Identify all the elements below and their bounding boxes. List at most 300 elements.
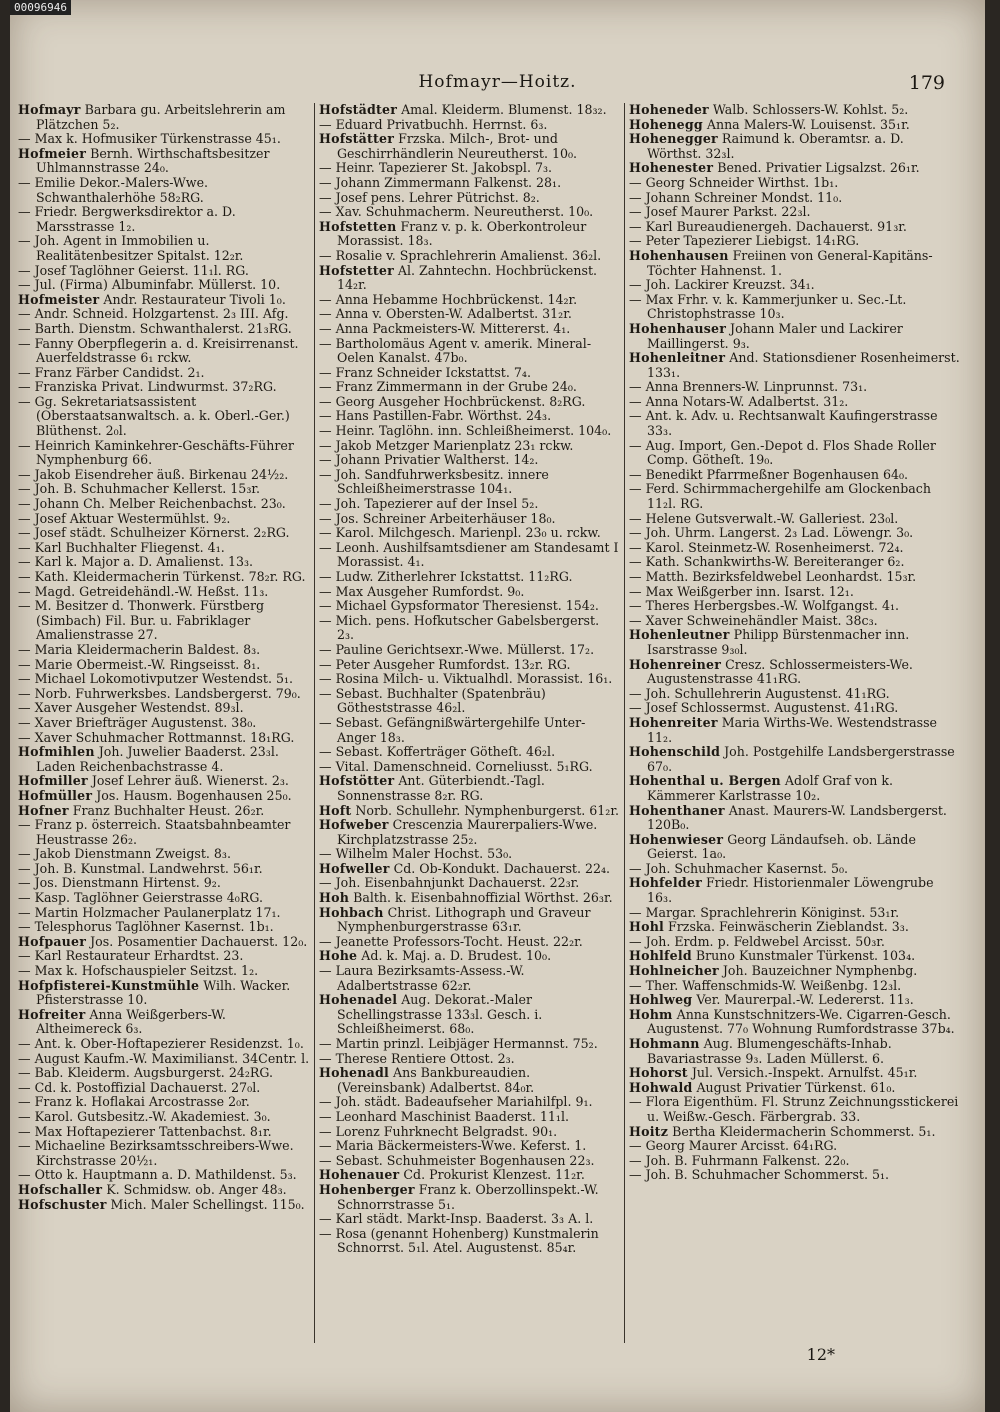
entry-details: — Kasp. Taglöhner Geierstrasse 4₀RG. xyxy=(18,890,263,906)
entry-details: Cresz. Schlossermeisters-We. Augustenstrasse 41₁RG. xyxy=(647,656,913,687)
entry-details: — Magd. Getreidehändl.-W. Heßst. 11₃. xyxy=(18,583,269,599)
entry-details: — Xaver Schuhmacher Rottmannst. 18₁RG. xyxy=(18,729,295,745)
directory-entry xyxy=(319,161,620,176)
directory-entry xyxy=(18,1168,310,1183)
entry-details: — Lorenz Fuhrknecht Belgradst. 90₁. xyxy=(319,1123,558,1139)
directory-entry xyxy=(18,541,310,556)
entry-details: — Ferd. Schirmmachergehilfe am Glockenbach 11₂l. RG. xyxy=(629,481,931,512)
directory-entry xyxy=(629,482,960,511)
entry-surname: Hoh xyxy=(319,890,350,906)
entry-surname: Hohfelder xyxy=(629,875,702,891)
directory-entry xyxy=(629,512,960,527)
directory-entry xyxy=(629,249,960,278)
directory-entry xyxy=(18,293,310,308)
entry-surname: Hofschuster xyxy=(18,1196,107,1212)
entry-details: Mich. Maler Schellingst. 115₀. xyxy=(106,1196,305,1212)
entry-details: — Joh. Schullehrerin Augustenst. 41₁RG. xyxy=(629,685,890,701)
entry-details: Ad. k. Maj. a. D. Brudest. 10₀. xyxy=(357,948,552,964)
directory-entry xyxy=(629,176,960,191)
directory-entry xyxy=(18,964,310,979)
directory-entry xyxy=(18,643,310,658)
directory-entry xyxy=(18,366,310,381)
entry-details: — Max Ausgeher Rumfordst. 9₀. xyxy=(319,583,525,599)
entry-surname: Hohenadl xyxy=(319,1065,389,1081)
page-number: 179 xyxy=(908,72,945,94)
entry-details: Franz Buchhalter Heust. 26₂r. xyxy=(68,802,265,818)
entry-details: Georg Ländaufseh. ob. Lände Geierst. 1a₀. xyxy=(647,831,916,862)
directory-entry xyxy=(319,774,620,803)
directory-entry xyxy=(319,1154,620,1169)
entry-details: Ver. Maurerpal.-W. Ledererst. 11₃. xyxy=(692,992,914,1008)
entry-details: Frzska. Milch-, Brot- und Geschirrhändlerin Neureutherst. 10₀. xyxy=(337,131,578,161)
directory-entry xyxy=(18,468,310,483)
entry-details: — Jakob Dienstmann Zweigst. 8₃. xyxy=(18,846,231,862)
entry-details: — Flora Eigenthüm. Fl. Strunz Zeichnungsstickerei u. Weißw.-Gesch. Färbergrab. 33. xyxy=(629,1094,959,1124)
entry-surname: Hohenberger xyxy=(319,1181,415,1197)
entry-details: Freiinen von General-Kapitäns-Töchter Hahnenst. 1. xyxy=(647,247,933,278)
entry-details: Franz k. Oberzollinspekt.-W. Schnorrstrasse 5₁. xyxy=(337,1181,599,1212)
entry-details: Crescenzia Maurerpaliers-Wwe. Kirchplatzstrasse 25₂. xyxy=(337,817,598,847)
entry-surname: Hohenester xyxy=(629,160,714,176)
directory-entry xyxy=(629,1168,960,1183)
entry-details: Bened. Privatier Ligsalzst. 26₁r. xyxy=(713,160,920,176)
entry-details: — Michael Lokomotivputzer Westendst. 5₁. xyxy=(18,671,294,687)
printer-signature: 12* xyxy=(806,1345,835,1364)
entry-details: — Johann Zimmermann Falkenst. 28₁. xyxy=(319,174,562,190)
directory-entry xyxy=(629,118,960,133)
entry-details: — Heinr. Taglöhn. inn. Schleißheimerst. 104₀. xyxy=(319,423,612,439)
entry-details: — Anna Notars-W. Adalbertst. 31₂. xyxy=(629,393,849,409)
directory-entry xyxy=(18,439,310,468)
entry-surname: Hoft xyxy=(319,802,352,818)
entry-details: — Rosina Milch- u. Viktualhdl. Morassist. 16₁. xyxy=(319,671,613,687)
directory-entry xyxy=(18,585,310,600)
directory-entry xyxy=(18,949,310,964)
entry-details: — Maria Kleidermacherin Baldest. 8₃. xyxy=(18,641,261,657)
directory-entry xyxy=(18,1198,310,1213)
entry-details: — Johann Privatier Waltherst. 14₂. xyxy=(319,452,539,468)
directory-entry xyxy=(629,205,960,220)
entry-details: — Jakob Eisendreher äuß. Birkenau 24½₂. xyxy=(18,466,289,482)
entry-details: — Franz k. Hoflakai Arcostrasse 2₀r. xyxy=(18,1094,250,1110)
entry-details: — Martin Holzmacher Paulanerplatz 17₁. xyxy=(18,904,281,920)
entry-surname: Hoitz xyxy=(629,1123,669,1139)
directory-entry xyxy=(18,1110,310,1125)
directory-entry xyxy=(319,585,620,600)
entry-details: — Anna Hebamme Hochbrückenst. 14₂r. xyxy=(319,291,578,307)
entry-details: — Jul. (Firma) Albuminfabr. Müllerst. 10. xyxy=(18,277,281,293)
entry-details: — Cd. k. Postoffizial Dachauerst. 27₀l. xyxy=(18,1079,261,1095)
entry-details: — Joh. Sandfuhrwerksbesitz. innere Schleißheimerstrasse 104₁. xyxy=(319,466,549,497)
entry-details: — Marie Obermeist.-W. Ringseisst. 8₁. xyxy=(18,656,261,672)
entry-surname: Hofweller xyxy=(319,860,390,876)
directory-entry xyxy=(18,862,310,877)
directory-entry xyxy=(629,1154,960,1169)
scan-id: 00096946 xyxy=(10,0,71,15)
entry-details: — Michael Gypsformator Theresienst. 154₂. xyxy=(319,598,599,614)
directory-entry xyxy=(18,1052,310,1067)
entry-surname: Hohenegg xyxy=(629,116,703,132)
directory-entry xyxy=(629,906,960,921)
directory-entry xyxy=(319,1125,620,1140)
entry-details: — Norb. Fuhrwerksbes. Landsbergerst. 79₀. xyxy=(18,685,301,701)
directory-entry xyxy=(629,161,960,176)
entry-details: — Jos. Schreiner Arbeiterhäuser 18₀. xyxy=(319,510,556,526)
entry-details: Jos. Hausm. Bogenhausen 25₀. xyxy=(92,787,292,803)
entry-details: Ans Bankbureaudien. (Vereinsbank) Adalbertst. 84₀r. xyxy=(337,1065,535,1095)
directory-entry xyxy=(629,1081,960,1096)
entry-details: — Joh. Tapezierer auf der Insel 5₂. xyxy=(319,496,539,512)
entry-details: Ant. Güterbiendt.-Tagl. Sonnenstrasse 8₂r. RG. xyxy=(337,773,545,803)
entry-details: Josef Lehrer äuß. Wienerst. 2₃. xyxy=(87,773,289,789)
entry-details: — Franz p. österreich. Staatsbahnbeamter Heustrasse 26₂. xyxy=(18,817,291,847)
directory-entry xyxy=(629,979,960,994)
entry-details: Jos. Posamentier Dachauerst. 12₀. xyxy=(86,933,308,949)
entry-details: — Joh. B. Schuhmacher Kellerst. 15₃r. xyxy=(18,481,261,497)
directory-entry xyxy=(319,1183,620,1212)
directory-entry xyxy=(18,906,310,921)
directory-entry xyxy=(629,1037,960,1066)
entry-details: — Josef Aktuar Westermühlst. 9₂. xyxy=(18,510,231,526)
directory-entry xyxy=(629,1139,960,1154)
directory-entry xyxy=(18,935,310,950)
entry-details: — Joh. Erdm. p. Feldwebel Arcisst. 50₃r. xyxy=(629,933,885,949)
directory-entry xyxy=(319,1227,620,1256)
directory-entry xyxy=(18,1183,310,1198)
directory-entry xyxy=(629,745,960,774)
directory-entry xyxy=(629,322,960,351)
entry-details: — Karl Restaurateur Erhardtst. 23. xyxy=(18,948,244,964)
entry-details: — Ludw. Zitherlehrer Ickstattst. 11₂RG. xyxy=(319,569,573,584)
entry-details: Barbara gu. Arbeitslehrerin am Plätzchen 5₂. xyxy=(36,103,286,132)
entry-details: — Heinrich Kaminkehrer-Geschäfts-Führer Nymphenburg 66. xyxy=(18,437,294,468)
running-head: Hofmayr—Hoitz. xyxy=(418,72,577,92)
entry-details: — Wilhelm Maler Hochst. 53₀. xyxy=(319,846,513,862)
entry-surname: Hofstötter xyxy=(319,773,395,789)
entry-details: Andr. Restaurateur Tivoli 1₀. xyxy=(99,291,286,307)
entry-details: — Johann Ch. Melber Reichenbachst. 23₀. xyxy=(18,496,286,512)
directory-entry xyxy=(18,1037,310,1052)
entry-details: Anna Weißgerbers-W. Altheimereck 6₃. xyxy=(36,1006,226,1037)
entry-details: Frzska. Feinwäscherin Zieblandst. 3₃. xyxy=(664,919,909,935)
directory-entry xyxy=(629,935,960,950)
entry-details: Johann Maler und Lackirer Maillingerst. 9₃. xyxy=(647,320,903,351)
directory-entry xyxy=(319,643,620,658)
entry-surname: Hohlweg xyxy=(629,992,693,1008)
entry-details: — Xaver Schweinehändler Maist. 38c₃. xyxy=(629,612,878,628)
directory-entry xyxy=(319,1139,620,1154)
directory-entry xyxy=(629,658,960,687)
directory-entry xyxy=(18,497,310,512)
entry-details: Aug. Blumengeschäfts-Inhab. Bavariastrasse 9₃. Laden Müllerst. 6. xyxy=(647,1036,892,1066)
directory-entry xyxy=(18,804,310,819)
entry-details: — Ant. k. Ober-Hoftapezierer Residenzst. 1₀. xyxy=(18,1036,304,1051)
directory-entry xyxy=(629,964,960,979)
entry-details: Al. Zahntechn. Hochbrückenst. 14₂r. xyxy=(337,262,598,293)
directory-entry xyxy=(629,439,960,468)
directory-entry xyxy=(629,234,960,249)
directory-entry xyxy=(629,716,960,745)
column-1 xyxy=(14,103,314,1343)
entry-surname: Hohenleutner xyxy=(629,627,730,643)
directory-entry xyxy=(629,293,960,322)
directory-entry xyxy=(629,1095,960,1124)
directory-entry xyxy=(319,249,620,264)
entry-details: Jul. Versich.-Inspekt. Arnulfst. 45₁r. xyxy=(687,1065,918,1081)
entry-details: — Joh. Uhrm. Langerst. 2₃ Lad. Löwengr. 3₀. xyxy=(629,525,914,541)
entry-details: Friedr. Historienmaler Löwengrube 16₃. xyxy=(647,875,934,906)
directory-entry xyxy=(319,1168,620,1183)
directory-entry xyxy=(319,366,620,381)
directory-entry xyxy=(18,132,310,147)
directory-entry xyxy=(629,278,960,293)
directory-entry xyxy=(18,774,310,789)
entry-details: Bertha Kleidermacherin Schommerst. 5₁. xyxy=(668,1123,936,1139)
entry-details: — Martin prinzl. Leibjäger Hermannst. 75₂. xyxy=(319,1036,598,1051)
entry-details: — Friedr. Bergwerksdirektor a. D. Marsstrasse 1₂. xyxy=(18,204,236,234)
directory-entry xyxy=(319,993,620,1037)
entry-surname: Hoheneder xyxy=(629,103,709,117)
entry-details: Joh. Bauzeichner Nymphenbg. xyxy=(718,963,918,979)
entry-details: — Max Hoftapezierer Tattenbachst. 8₁r. xyxy=(18,1123,272,1139)
entry-surname: Hohenadel xyxy=(319,992,398,1008)
entry-details: Anna Kunstschnitzers-We. Cigarren-Gesch. Augustenst. 77₀ Wohnung Rumfordstrasse 37b₄. xyxy=(647,1006,955,1037)
entry-details: Joh. Postgehilfe Landsbergerstrasse 67₀. xyxy=(647,744,955,774)
directory-entry xyxy=(629,614,960,629)
directory-entry xyxy=(18,701,310,716)
entry-details: — Hans Pastillen-Fabr. Wörthst. 24₃. xyxy=(319,408,552,424)
directory-entry xyxy=(629,585,960,600)
directory-entry xyxy=(629,774,960,803)
directory-entry xyxy=(629,526,960,541)
entry-surname: Hofpauer xyxy=(18,933,87,949)
entry-details: — Joh. Schuhmacher Kasernst. 5₀. xyxy=(629,860,849,876)
directory-entry xyxy=(319,497,620,512)
directory-entry xyxy=(18,979,310,1008)
entry-details: — Franz Färber Candidst. 2₁. xyxy=(18,364,205,380)
directory-entry xyxy=(18,1125,310,1140)
entry-details: — Josef Schlossermst. Augustenst. 41₁RG. xyxy=(629,700,899,716)
entry-details: Bruno Kunstmaler Türkenst. 103₄. xyxy=(691,948,916,964)
entry-details: Raimund k. Oberamtsr. a. D. Wörthst. 32₃l. xyxy=(647,131,904,161)
entry-surname: Hohl xyxy=(629,919,665,935)
directory-entry xyxy=(319,599,620,614)
entry-details: — Emilie Dekor.-Malers-Wwe. Schwanthalerhöhe 58₂RG. xyxy=(18,174,209,205)
entry-details: Balth. k. Eisenbahnoffizial Wörthst. 26₃r. xyxy=(349,890,613,906)
entry-details: — Georg Maurer Arcisst. 64₁RG. xyxy=(629,1138,838,1154)
entry-surname: Hohmann xyxy=(629,1036,700,1051)
entry-details: — Sebast. Schuhmeister Bogenhausen 22₃. xyxy=(319,1152,595,1168)
directory-entry xyxy=(18,103,310,132)
entry-details: Aug. Dekorat.-Maler Schellingstrasse 133₃l. Gesch. i. Schleißheimerst. 68₀. xyxy=(337,992,543,1037)
entry-details: — Joh. B. Fuhrmann Falkenst. 22₀. xyxy=(629,1152,850,1168)
directory-entry xyxy=(319,1052,620,1067)
entry-surname: Hohenreiter xyxy=(629,714,718,730)
entry-details: — Sebast. Kofferträger Götheſt. 46₂l. xyxy=(319,744,556,760)
directory-entry xyxy=(18,395,310,439)
directory-entry xyxy=(18,570,310,585)
entry-surname: Hohenhausen xyxy=(629,247,729,263)
directory-entry xyxy=(319,745,620,760)
directory-page xyxy=(10,0,985,1412)
entry-details: — Max k. Hofmusiker Türkenstrasse 45₁. xyxy=(18,131,281,147)
entry-details: — Mich. pens. Hofkutscher Gabelsbergerst. 2₃. xyxy=(319,612,600,643)
entry-details: — Joh. Agent in Immobilien u. Realitätenbesitzer Spitalst. 12₂r. xyxy=(18,233,244,263)
entry-details: — Kath. Schankwirths-W. Bereiteranger 6₂. xyxy=(629,554,905,570)
directory-entry xyxy=(18,1066,310,1081)
entry-details: — Ther. Waffenschmids-W. Weißenbg. 12₃l. xyxy=(629,977,902,993)
directory-entry xyxy=(629,599,960,614)
entry-details: — Margar. Sprachlehrerin Königinst. 53₁r. xyxy=(629,904,900,920)
directory-entry xyxy=(629,555,960,570)
entry-surname: Hofreiter xyxy=(18,1006,86,1022)
entry-surname: Hohe xyxy=(319,948,358,964)
directory-entry xyxy=(18,920,310,935)
directory-entry xyxy=(319,687,620,716)
directory-columns xyxy=(14,103,974,1343)
directory-entry xyxy=(18,789,310,804)
column-2 xyxy=(314,103,624,1343)
entry-details: — Franz Zimmermann in der Grube 24₀. xyxy=(319,379,577,395)
entry-surname: Hofweber xyxy=(319,817,389,833)
entry-details: Amal. Kleiderm. Blumenst. 18₃₂. xyxy=(397,103,607,117)
directory-entry xyxy=(629,804,960,833)
directory-entry xyxy=(18,264,310,279)
directory-entry xyxy=(319,337,620,366)
entry-details: — Sebast. Gefängnißwärtergehilfe Unter-Anger 18₃. xyxy=(319,714,586,745)
directory-entry xyxy=(629,687,960,702)
directory-entry xyxy=(629,380,960,395)
entry-surname: Hofmihlen xyxy=(18,744,95,760)
entry-details: — Barth. Dienstm. Schwanthalerst. 21₃RG. xyxy=(18,320,292,336)
directory-entry xyxy=(629,220,960,235)
directory-entry xyxy=(319,307,620,322)
directory-entry xyxy=(18,307,310,322)
directory-entry xyxy=(319,103,620,118)
entry-details: — Bab. Kleiderm. Augsburgerst. 24₂RG. xyxy=(18,1065,273,1081)
directory-entry xyxy=(18,1139,310,1168)
entry-details: Anna Malers-W. Louisenst. 35₁r. xyxy=(702,116,910,132)
directory-entry xyxy=(18,147,310,176)
entry-details: Bernh. Wirthschaftsbesitzer Uhlmannstrasse 24₀. xyxy=(36,145,270,176)
entry-surname: Hofpfisterei-Kunstmühle xyxy=(18,977,200,993)
directory-entry xyxy=(18,891,310,906)
directory-entry xyxy=(319,1095,620,1110)
directory-entry xyxy=(18,380,310,395)
directory-entry xyxy=(319,716,620,745)
entry-details: — Franziska Privat. Lindwurmst. 37₂RG. xyxy=(18,379,277,395)
directory-entry xyxy=(319,804,620,819)
directory-entry xyxy=(319,541,620,570)
directory-entry xyxy=(319,205,620,220)
directory-entry xyxy=(319,468,620,497)
directory-entry xyxy=(18,337,310,366)
directory-entry xyxy=(18,555,310,570)
directory-entry xyxy=(629,949,960,964)
entry-details: Cd. Ob-Kondukt. Dachauerst. 22₄. xyxy=(389,860,611,876)
directory-entry xyxy=(18,876,310,891)
directory-entry xyxy=(629,409,960,438)
entry-surname: Hohlneicher xyxy=(629,963,719,979)
directory-entry xyxy=(319,322,620,337)
entry-details: — Georg Schneider Wirthst. 1b₁. xyxy=(629,174,839,190)
page-header xyxy=(10,72,985,98)
entry-details: — Fanny Oberpflegerin a. d. Kreisirrenanst. Auerfeldstrasse 6₁ rckw. xyxy=(18,335,299,366)
directory-entry xyxy=(319,935,620,950)
entry-details: — Benedikt Pfarrmeßner Bogenhausen 64₀. xyxy=(629,466,909,482)
entry-details: K. Schmidsw. ob. Anger 48₃. xyxy=(102,1181,287,1197)
directory-entry xyxy=(18,234,310,263)
entry-details: — Maria Bäckermeisters-Wwe. Keferst. 1. xyxy=(319,1138,587,1154)
entry-details: — Bartholomäus Agent v. amerik. Mineral-Oelen Kanalst. 47b₀. xyxy=(319,335,592,366)
directory-entry xyxy=(629,132,960,161)
entry-details: — Therese Rentiere Ottost. 2₃. xyxy=(319,1050,515,1066)
entry-details: — Peter Ausgeher Rumfordst. 13₂r. RG. xyxy=(319,656,571,672)
entry-details: — Xav. Schuhmacherm. Neureutherst. 10₀. xyxy=(319,204,594,220)
entry-details: Maria Wirths-We. Westendstrasse 11₂. xyxy=(647,714,937,745)
entry-details: Walb. Schlossers-W. Kohlst. 5₂. xyxy=(708,103,909,117)
directory-entry xyxy=(319,1066,620,1095)
entry-details: — M. Besitzer d. Thonwerk. Fürstberg (Simbach) Fil. Bur. u. Fabriklager Amalienstrasse 27. xyxy=(18,598,265,643)
entry-details: — Telesphorus Taglöhner Kasernst. 1b₁. xyxy=(18,919,274,935)
directory-entry xyxy=(629,701,960,716)
entry-details: — Ant. k. Adv. u. Rechtsanwalt Kaufingerstrasse 33₃. xyxy=(629,408,938,439)
entry-surname: Hofmüller xyxy=(18,787,93,803)
entry-details: — Vital. Damenschneid. Corneliusst. 5₁RG. xyxy=(319,758,593,774)
directory-entry xyxy=(319,760,620,775)
entry-surname: Hofmeier xyxy=(18,145,87,161)
entry-details: — Josef pens. Lehrer Pütrichst. 8₂. xyxy=(319,189,540,205)
entry-details: — Heinr. Tapezierer St. Jakobspl. 7₃. xyxy=(319,160,553,176)
entry-surname: Hohenleitner xyxy=(629,350,726,366)
entry-surname: Hohenhauser xyxy=(629,320,727,336)
entry-details: — Franz Schneider Ickstattst. 7₄. xyxy=(319,364,531,380)
entry-details: — August Kaufm.-W. Maximilianst. 34Centr. l. xyxy=(18,1050,310,1066)
directory-entry xyxy=(18,599,310,643)
entry-details: — Joh. städt. Badeaufseher Mariahilfpl. 9₁. xyxy=(319,1094,593,1110)
entry-surname: Hohm xyxy=(629,1006,673,1022)
entry-details: — Anna Brenners-W. Linprunnst. 73₁. xyxy=(629,379,868,395)
entry-details: — Jeanette Professors-Tocht. Heust. 22₂r. xyxy=(319,933,583,949)
directory-entry xyxy=(319,526,620,541)
directory-entry xyxy=(18,512,310,527)
entry-details: August Privatier Türkenst. 61₀. xyxy=(692,1079,896,1095)
directory-entry xyxy=(18,716,310,731)
directory-entry xyxy=(319,264,620,293)
entry-details: — Karl k. Major a. D. Amalienst. 13₃. xyxy=(18,554,254,570)
directory-entry xyxy=(629,1125,960,1140)
directory-entry xyxy=(319,672,620,687)
entry-details: — Michaeline Bezirksamtsschreibers-Wwe. Kirchstrasse 20½₁. xyxy=(18,1138,294,1168)
directory-entry xyxy=(629,103,960,118)
entry-details: — Josef Maurer Parkst. 22₃l. xyxy=(629,204,811,220)
directory-entry xyxy=(18,745,310,774)
directory-entry xyxy=(319,439,620,454)
directory-entry xyxy=(319,964,620,993)
entry-details: — Jakob Metzger Marienplatz 23₁ rckw. xyxy=(319,437,574,453)
entry-details: — Matth. Bezirksfeldwebel Leonhardst. 15₃r. xyxy=(629,569,917,584)
directory-entry xyxy=(319,1110,620,1125)
entry-details: — Eduard Privatbuchh. Herrnst. 6₃. xyxy=(319,116,548,132)
directory-entry xyxy=(629,993,960,1008)
directory-entry xyxy=(18,658,310,673)
entry-surname: Hofstetter xyxy=(319,262,394,278)
entry-details: — Karl städt. Markt-Insp. Baaderst. 3₃ A. l. xyxy=(319,1211,594,1227)
directory-entry xyxy=(319,118,620,133)
entry-details: — Leonh. Aushilfsamtsdiener am Standesamt I Morassist. 4₁. xyxy=(319,539,619,570)
entry-surname: Hohenwieser xyxy=(629,831,724,847)
directory-entry xyxy=(18,205,310,234)
